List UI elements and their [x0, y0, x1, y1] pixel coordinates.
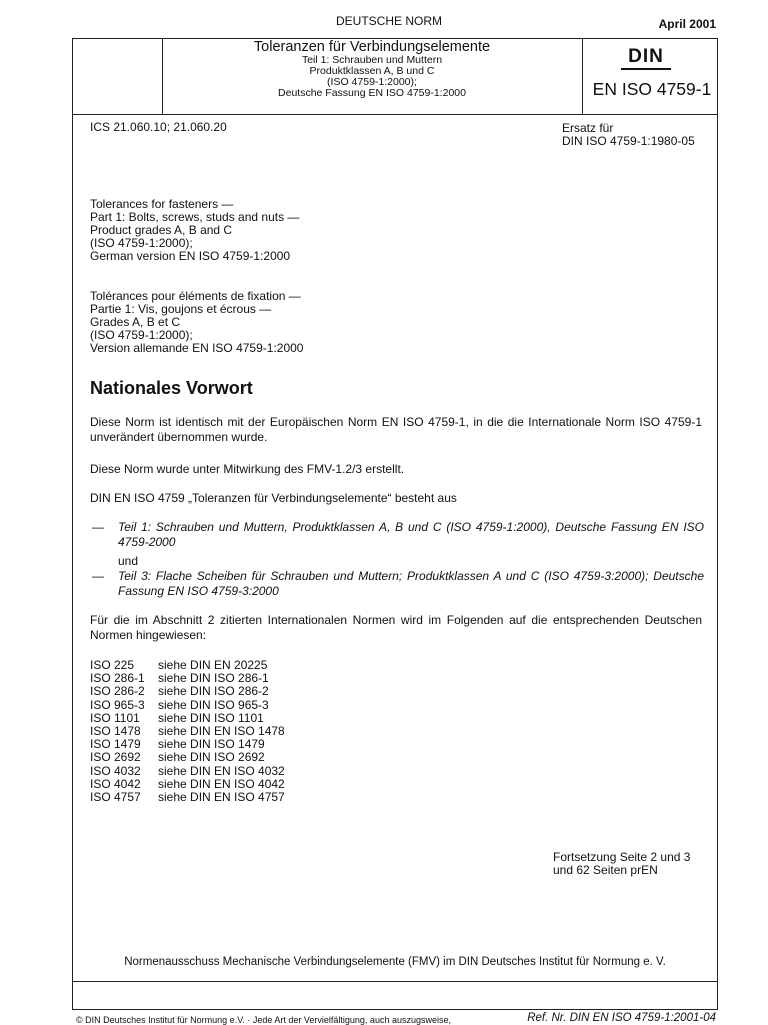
iso-standard: ISO 286-1 — [90, 671, 145, 686]
din-equivalent: siehe DIN EN ISO 4042 — [158, 776, 285, 791]
reference-row — [90, 751, 285, 764]
title-block-divider — [72, 114, 718, 115]
english-title-line: Product grades A, B and C — [90, 223, 233, 237]
french-title-line: Version allemande EN ISO 4759-1:2000 — [90, 341, 304, 355]
iso-standard: ISO 225 — [90, 658, 135, 672]
foreword-paragraph: Für die im Abschnitt 2 zitierten Internationalen Normen wird im Folgenden auf die entsprechenden Deutschen Normen hingewiesen: — [90, 613, 702, 642]
french-title-line: (ISO 4759-1:2000); — [90, 328, 193, 342]
din-equivalent: siehe DIN EN 20225 — [158, 658, 268, 672]
iso-standard: ISO 286-2 — [90, 684, 145, 699]
continuation-line: und 62 Seiten prEN — [553, 863, 658, 877]
continuation-line: Fortsetzung Seite 2 und 3 — [553, 850, 691, 864]
title-line: (ISO 4759-1:2000); — [327, 76, 417, 89]
iso-standard: ISO 4757 — [90, 790, 141, 805]
reference-row — [90, 685, 285, 698]
reference-number: Ref. Nr. DIN EN ISO 4759-1:2001-04 — [527, 1012, 716, 1024]
section-heading: Nationales Vorwort — [90, 378, 253, 398]
title-block — [162, 40, 582, 99]
reference-row — [90, 791, 285, 804]
din-equivalent: siehe DIN ISO 2692 — [158, 750, 265, 765]
iso-standard: ISO 1101 — [90, 710, 140, 725]
replaces-block — [562, 122, 695, 148]
iso-standard: ISO 4042 — [90, 776, 141, 791]
iso-standard: ISO 1478 — [90, 724, 141, 739]
reference-row — [90, 765, 285, 778]
committee-note: Normenausschuss Mechanische Verbindungselemente (FMV) im DIN Deutsches Institut für Normung e. V. — [124, 956, 666, 968]
din-equivalent: siehe DIN ISO 1101 — [158, 710, 264, 725]
iso-standard: ISO 2692 — [90, 750, 141, 765]
din-logo: DIN — [621, 46, 671, 70]
english-title-line: Part 1: Bolts, screws, studs and nuts — — [90, 210, 300, 224]
iso-standard: ISO 1479 — [90, 737, 141, 752]
copyright-notice: © DIN Deutsches Institut für Normung e.V. · Jede Art der Vervielfältigung, auch auszugsweise, — [76, 1015, 451, 1025]
reference-table — [90, 659, 285, 804]
list-dash: — — [92, 569, 104, 583]
replaces-value: DIN ISO 4759-1:1980-05 — [562, 134, 695, 148]
din-equivalent: siehe DIN EN ISO 1478 — [158, 724, 285, 739]
din-equivalent: siehe DIN ISO 286-1 — [158, 671, 269, 686]
list-dash: — — [92, 520, 104, 534]
din-equivalent: siehe DIN ISO 286-2 — [158, 684, 269, 699]
list-item: Teil 1: Schrauben und Muttern, Produktklassen A, B und C (ISO 4759-1:2000), Deutsche Fassung EN ISO 4759-2000 — [118, 520, 704, 549]
reference-row — [90, 699, 285, 712]
publication-date: April 2001 — [658, 17, 716, 31]
title-block-right-rule — [582, 38, 583, 114]
french-title-line: Grades A, B et C — [90, 315, 181, 329]
foreword-paragraph: Diese Norm ist identisch mit der Europäischen Norm EN ISO 4759-1, in die die Internationale Norm ISO 4759-1 unverändert übernommen wurde. — [90, 415, 702, 444]
din-equivalent: siehe DIN ISO 965-3 — [158, 697, 269, 712]
list-conjunction: und — [118, 554, 139, 568]
english-title — [90, 198, 299, 263]
list-item: Teil 3: Flache Scheiben für Schrauben und Muttern; Produktklassen A und C (ISO 4759-3:2000); Deutsche Fassung EN ISO 4759-3:2000 — [118, 569, 704, 598]
french-title-line: Partie 1: Vis, goujons et écrous — — [90, 302, 272, 316]
foreword-paragraph: DIN EN ISO 4759 „Toleranzen für Verbindungselemente“ besteht aus — [90, 491, 457, 505]
continuation-note — [553, 851, 690, 877]
din-equivalent: siehe DIN EN ISO 4757 — [158, 790, 285, 805]
norm-type-label: DEUTSCHE NORM — [335, 14, 442, 28]
english-title-line: (ISO 4759-1:2000); — [90, 236, 193, 250]
iso-standard: ISO 4032 — [90, 763, 141, 778]
french-title — [90, 290, 303, 355]
english-title-line: German version EN ISO 4759-1:2000 — [90, 249, 291, 263]
replaces-label: Ersatz für — [562, 121, 614, 135]
ics-codes: ICS 21.060.10; 21.060.20 — [90, 120, 227, 134]
document-title: Toleranzen für Verbindungselemente — [253, 39, 491, 55]
title-line: Teil 1: Schrauben und Muttern — [301, 54, 443, 67]
title-line: Produktklassen A, B und C — [309, 65, 435, 78]
standard-number: EN ISO 4759-1 — [592, 79, 712, 99]
din-equivalent: siehe DIN EN ISO 4032 — [158, 763, 285, 778]
english-title-line: Tolerances for fasteners — — [90, 197, 234, 211]
title-line: Deutsche Fassung EN ISO 4759-1:2000 — [278, 87, 466, 100]
foreword-paragraph: Diese Norm wurde unter Mitwirkung des FMV-1.2/3 erstellt. — [90, 462, 405, 476]
footer-divider — [72, 981, 718, 982]
din-equivalent: siehe DIN ISO 1479 — [158, 737, 265, 752]
french-title-line: Tolérances pour éléments de fixation — — [90, 289, 301, 303]
iso-standard: ISO 965-3 — [90, 697, 145, 712]
